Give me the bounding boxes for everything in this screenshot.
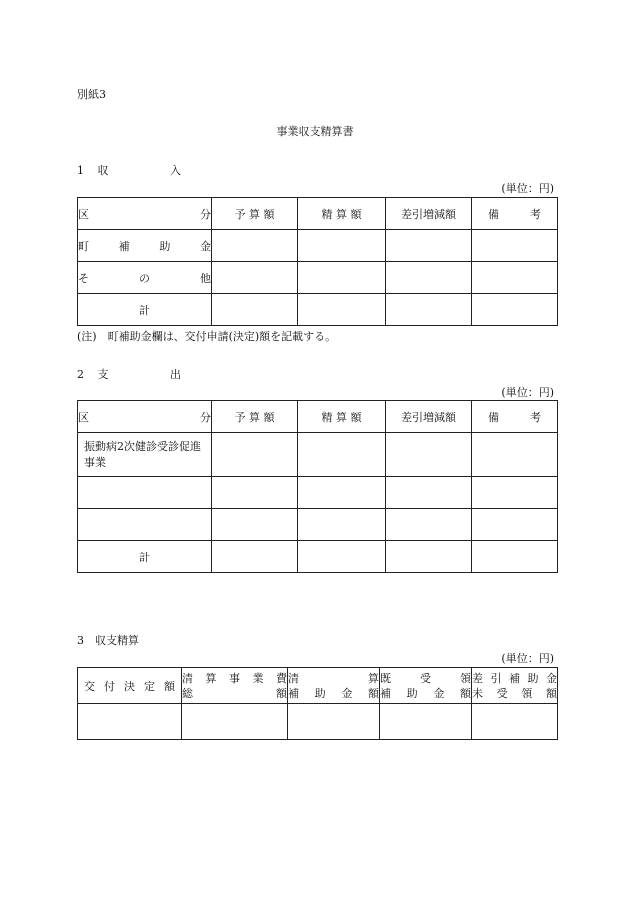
table-cell [472,541,558,573]
expense-section-number: 2 [77,368,84,381]
biko-header: 備 考 [472,198,558,230]
table-cell [212,262,298,294]
table-row [78,433,558,477]
row-label-total: 計 [78,294,212,326]
expense-section-char-a: 支 [97,368,109,381]
table-cell [386,541,472,573]
table-cell [212,477,298,509]
settlement-table [77,667,558,740]
table-row [78,509,558,541]
table-cell [386,477,472,509]
table-cell [386,294,472,326]
row-label-total: 計 [78,541,212,573]
table-row [78,262,558,294]
settlement-unit-label: (単位：円) [501,652,554,665]
table-cell [212,509,298,541]
yosan-header: 予 算 額 [212,401,298,433]
table-cell [298,294,386,326]
table-cell [386,230,472,262]
row-label-sonota: そ の 他 [78,262,212,294]
biko-header: 備 考 [472,401,558,433]
table-cell [472,509,558,541]
sahiki-header: 差引増減額 [386,198,472,230]
table-cell [380,704,472,740]
table-cell [472,704,558,740]
table-cell [182,704,288,740]
table-cell [78,509,212,541]
table-cell [472,477,558,509]
expense-section-char-b: 出 [170,368,181,381]
table-row [78,477,558,509]
table-cell [298,433,386,477]
table-cell [472,262,558,294]
table-cell [298,541,386,573]
seisan-header: 精 算 額 [298,198,386,230]
expense-unit-label: (単位：円) [501,386,554,399]
income-section-char-a: 収 [97,164,109,177]
income-table [77,197,558,326]
table-row [78,541,558,573]
table-row [78,230,558,262]
table-cell [212,230,298,262]
row-label-machi-hojokin: 町 補 助 金 [78,230,212,262]
income-note: (注) 町補助金欄は、交付申請(決定)額を記載する。 [77,330,337,343]
document-title: 事業収支精算書 [276,125,354,138]
settlement-header-kijuryo-hojokin: 既 受 領 補 助 金 額 [380,668,472,704]
settlement-header-sahiki-mijuryo: 差 引 補 助 金 未 受 領 額 [472,668,558,704]
table-cell [472,230,558,262]
table-cell [298,230,386,262]
table-cell [298,477,386,509]
table-cell [212,541,298,573]
table-cell [386,433,472,477]
expense-table [77,400,558,573]
table-cell [212,433,298,477]
settlement-section-title: 3 収支精算 [77,634,139,647]
expense-section-title [77,366,181,382]
income-unit-label: (単位：円) [501,182,554,195]
settlement-header-seisan-hojokin: 清 算 補 助 金 額 [288,668,380,704]
table-cell [288,704,380,740]
table-cell [472,294,558,326]
table-cell [386,509,472,541]
table-cell [298,262,386,294]
kubun-header: 区 分 [78,198,212,230]
seisan-header: 精 算 額 [298,401,386,433]
settlement-header-row [78,668,558,704]
income-section-title [77,162,181,178]
table-cell [78,477,212,509]
settlement-header-kofu-kettei: 交 付 決 定 額 [78,668,182,704]
row-label-expense-item: 振動病2次健診受診促進事業 [78,433,212,477]
table-cell [472,433,558,477]
income-section-number: 1 [77,164,84,177]
table-cell [78,704,182,740]
table-row [78,704,558,740]
table-row [78,294,558,326]
sahiki-header: 差引増減額 [386,401,472,433]
yosan-header: 予 算 額 [212,198,298,230]
table-cell [386,262,472,294]
table-cell [212,294,298,326]
income-header-row [78,198,558,230]
kubun-header: 区 分 [78,401,212,433]
table-cell [298,509,386,541]
settlement-header-seisan-jigyohi: 清 算 事 業 費 総 額 [182,668,288,704]
expense-header-row [78,401,558,433]
attachment-label: 別紙3 [77,88,106,101]
income-section-char-b: 入 [170,164,181,177]
